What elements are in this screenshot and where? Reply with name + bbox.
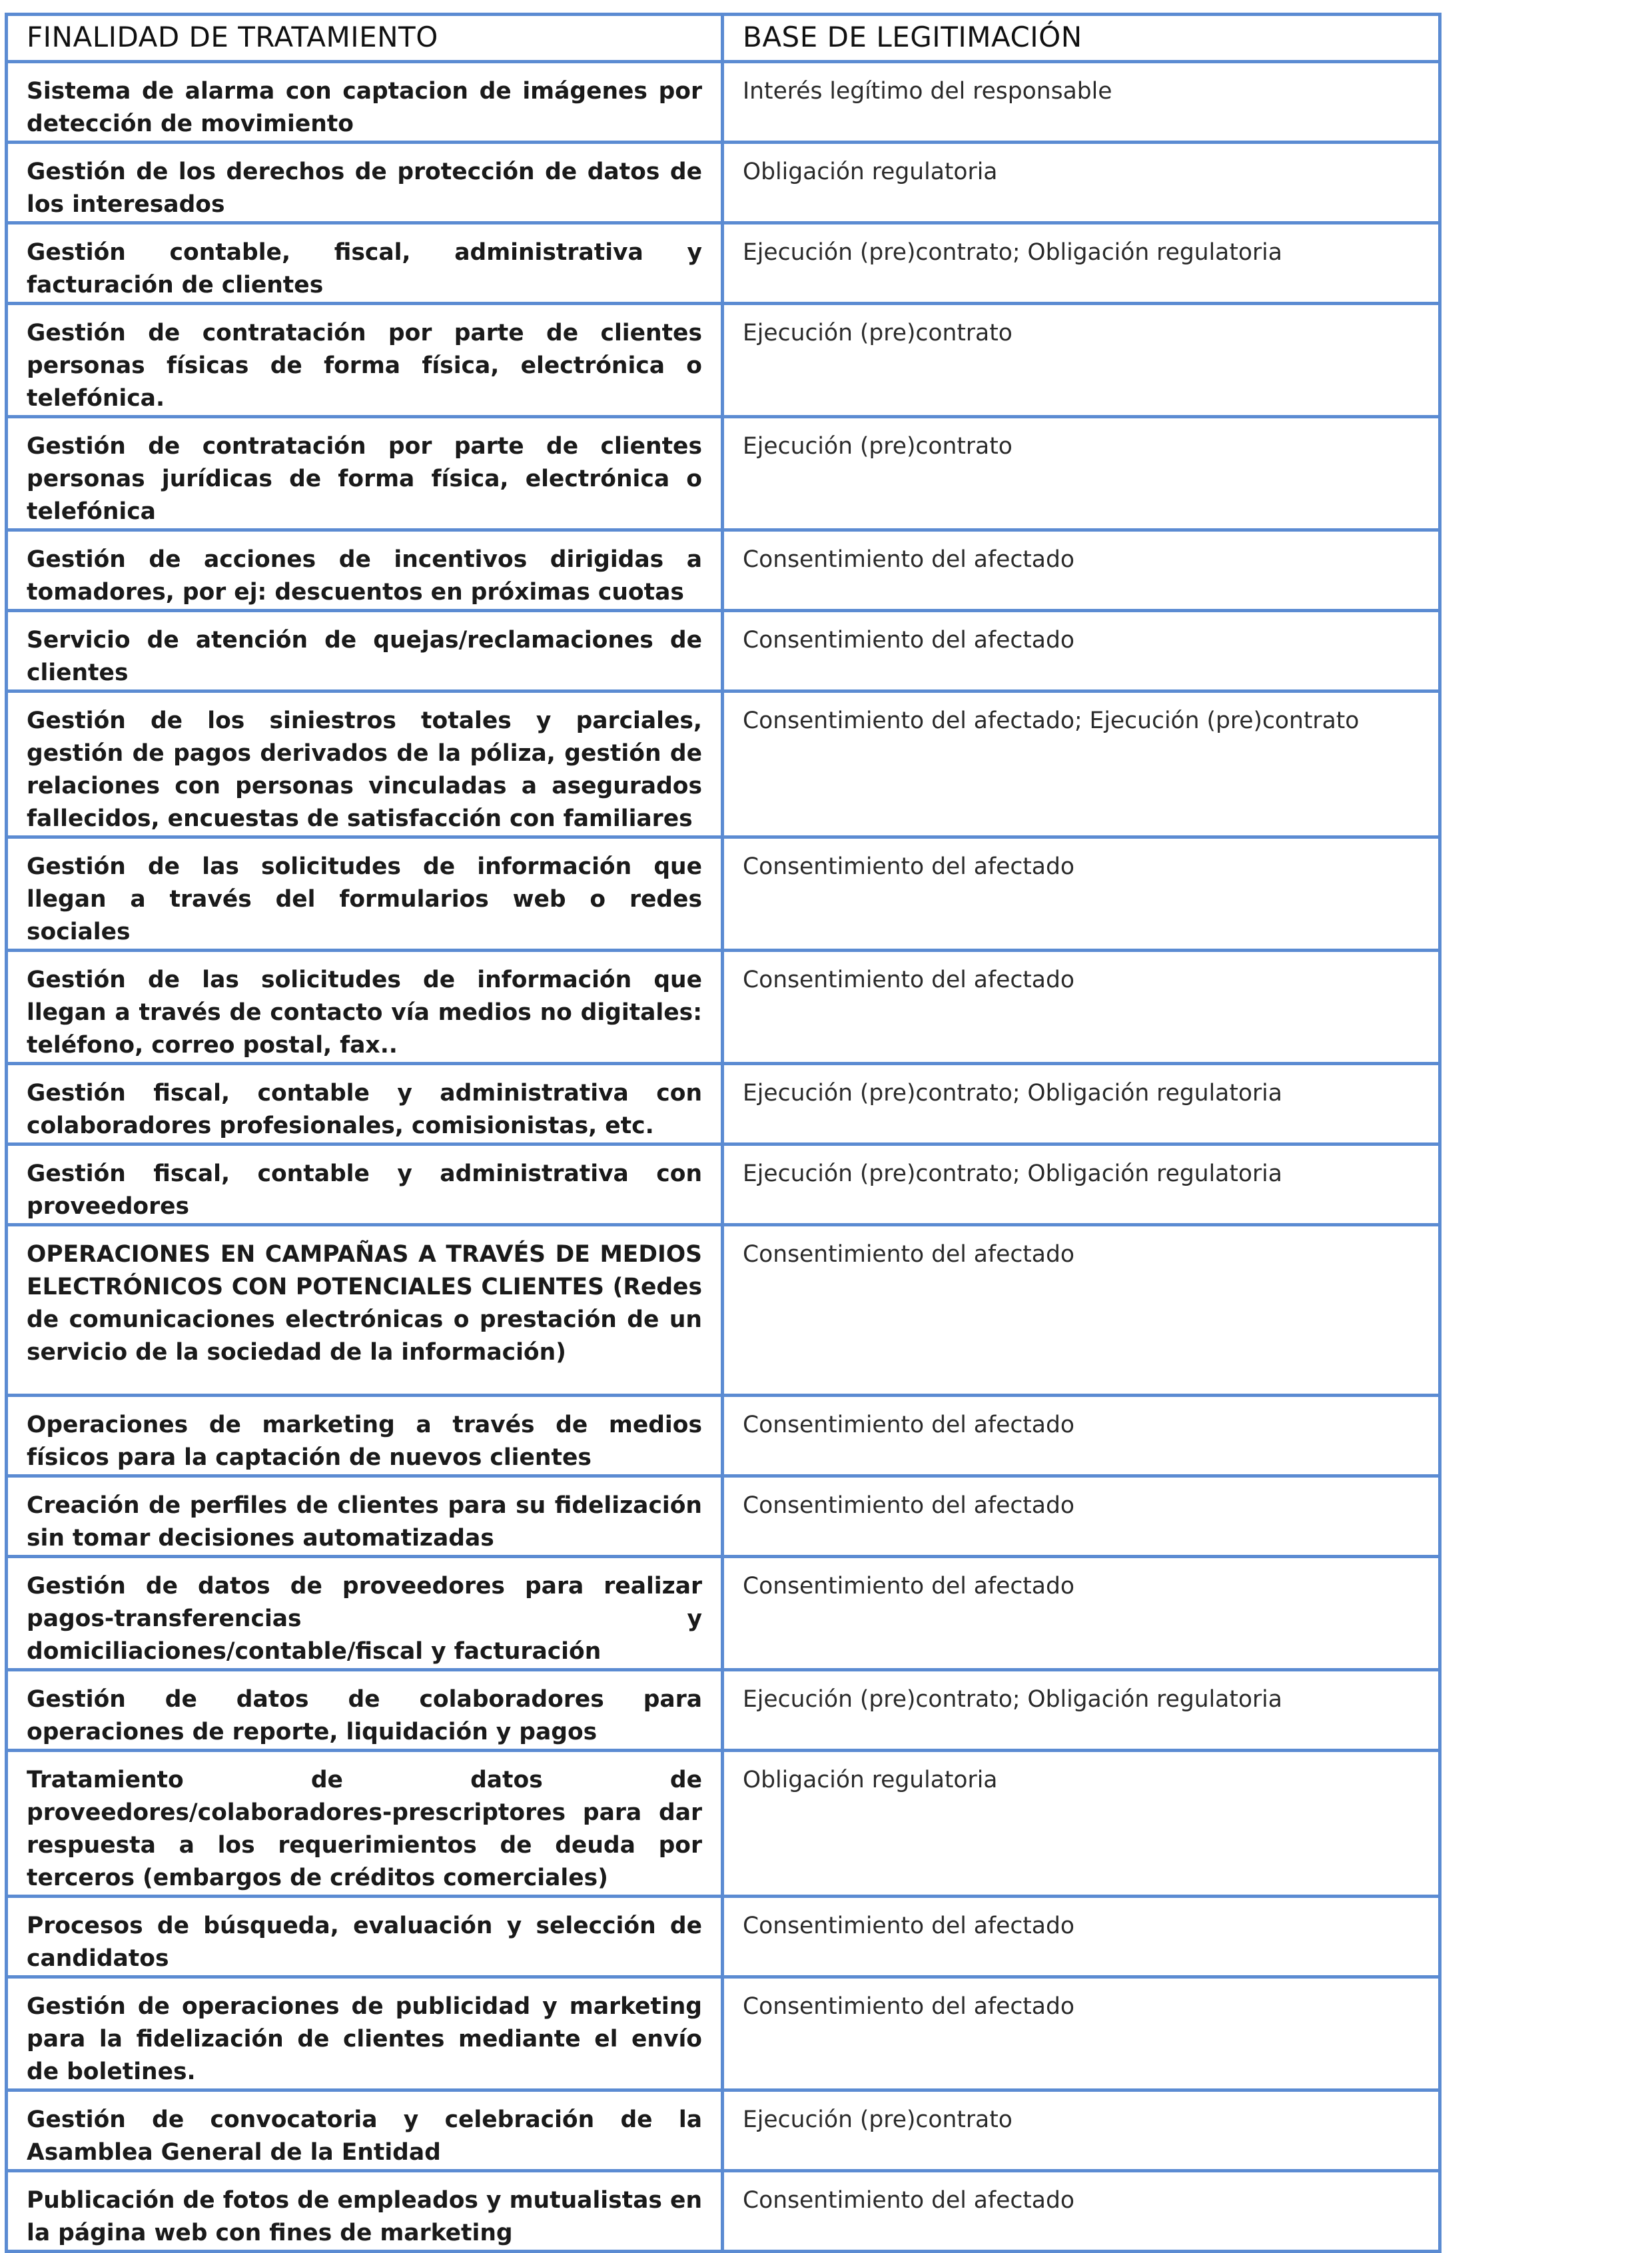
table-row xyxy=(7,304,1440,417)
purpose-cell: Gestión de los siniestros totales y parciales, gestión de pagos derivados de la póliza, gestión de relaciones con personas vinculadas a asegurados fallecidos, encuestas de satisfacción con familiares xyxy=(7,691,723,837)
legitimation-table xyxy=(5,13,1442,2253)
basis-cell: Consentimiento del afectado xyxy=(723,611,1440,691)
basis-cell: Ejecución (pre)contrato xyxy=(723,304,1440,417)
purpose-cell: Gestión de convocatoria y celebración de la Asamblea General de la Entidad xyxy=(7,2090,723,2171)
basis-cell: Consentimiento del afectado xyxy=(723,1396,1440,1476)
table-row xyxy=(7,951,1440,1064)
purpose-cell: Gestión fiscal, contable y administrativa con proveedores xyxy=(7,1144,723,1225)
purpose-cell: Tratamiento de datos de proveedores/colaboradores-prescriptores para dar respuesta a los requerimientos de deuda por terceros (embargos de créditos comerciales) xyxy=(7,1751,723,1897)
purpose-cell: Gestión de las solicitudes de información que llegan a través del formularios web o redes sociales xyxy=(7,837,723,951)
basis-cell: Ejecución (pre)contrato xyxy=(723,417,1440,530)
purpose-cell: Publicación de fotos de empleados y mutualistas en la página web con fines de marketing xyxy=(7,2171,723,2252)
basis-cell: Obligación regulatoria xyxy=(723,143,1440,223)
basis-cell: Consentimiento del afectado xyxy=(723,837,1440,951)
basis-cell: Consentimiento del afectado xyxy=(723,1897,1440,1977)
basis-cell: Ejecución (pre)contrato xyxy=(723,2090,1440,2171)
purpose-cell: Gestión de datos de proveedores para realizar pagos-transferencias y domiciliaciones/contable/fiscal y facturación xyxy=(7,1557,723,1670)
table-row xyxy=(7,530,1440,611)
table-row xyxy=(7,1670,1440,1751)
table-row xyxy=(7,1897,1440,1977)
purpose-cell: Gestión de datos de colaboradores para operaciones de reporte, liquidación y pagos xyxy=(7,1670,723,1751)
basis-cell: Ejecución (pre)contrato; Obligación regulatoria xyxy=(723,1064,1440,1144)
purpose-cell: Gestión de acciones de incentivos dirigidas a tomadores, por ej: descuentos en próximas cuotas xyxy=(7,530,723,611)
table-row xyxy=(7,2090,1440,2171)
table-row xyxy=(7,1751,1440,1897)
table-row xyxy=(7,1977,1440,2090)
purpose-cell: Gestión de contratación por parte de clientes personas físicas de forma física, electrónica o telefónica. xyxy=(7,304,723,417)
basis-cell: Ejecución (pre)contrato; Obligación regulatoria xyxy=(723,1670,1440,1751)
table-row xyxy=(7,1144,1440,1225)
purpose-cell: Gestión contable, fiscal, administrativa y facturación de clientes xyxy=(7,223,723,304)
table-row xyxy=(7,611,1440,691)
table-row xyxy=(7,1064,1440,1144)
header-purpose: FINALIDAD DE TRATAMIENTO xyxy=(7,15,723,62)
purpose-cell: Operaciones de marketing a través de medios físicos para la captación de nuevos clientes xyxy=(7,1396,723,1476)
table-row xyxy=(7,1557,1440,1670)
basis-cell: Interés legítimo del responsable xyxy=(723,62,1440,143)
purpose-cell: Sistema de alarma con captacion de imágenes por detección de movimiento xyxy=(7,62,723,143)
basis-cell: Consentimiento del afectado xyxy=(723,1225,1440,1396)
purpose-cell: Gestión fiscal, contable y administrativa con colaboradores profesionales, comisionistas, etc. xyxy=(7,1064,723,1144)
basis-cell: Consentimiento del afectado; Ejecución (pre)contrato xyxy=(723,691,1440,837)
basis-cell: Consentimiento del afectado xyxy=(723,530,1440,611)
basis-cell: Obligación regulatoria xyxy=(723,1751,1440,1897)
basis-cell: Ejecución (pre)contrato; Obligación regulatoria xyxy=(723,223,1440,304)
table-row xyxy=(7,2171,1440,2252)
table-row xyxy=(7,62,1440,143)
purpose-cell: Servicio de atención de quejas/reclamaciones de clientes xyxy=(7,611,723,691)
purpose-cell: OPERACIONES EN CAMPAÑAS A TRAVÉS DE MEDIOS ELECTRÓNICOS CON POTENCIALES CLIENTES (Redes de comunicaciones electrónicas o prestación de un servicio de la sociedad de la información) xyxy=(7,1225,723,1396)
purpose-cell: Gestión de las solicitudes de información que llegan a través de contacto vía medios no digitales: teléfono, correo postal, fax.. xyxy=(7,951,723,1064)
table-row xyxy=(7,223,1440,304)
table-row xyxy=(7,1225,1440,1396)
purpose-cell: Creación de perfiles de clientes para su fidelización sin tomar decisiones automatizadas xyxy=(7,1476,723,1557)
purpose-cell: Gestión de los derechos de protección de datos de los interesados xyxy=(7,143,723,223)
basis-cell: Consentimiento del afectado xyxy=(723,1557,1440,1670)
table-row xyxy=(7,837,1440,951)
table-row xyxy=(7,1396,1440,1476)
legitimation-table-container xyxy=(5,13,1438,2253)
basis-cell: Consentimiento del afectado xyxy=(723,1977,1440,2090)
basis-cell: Ejecución (pre)contrato; Obligación regulatoria xyxy=(723,1144,1440,1225)
header-basis: BASE DE LEGITIMACIÓN xyxy=(723,15,1440,62)
table-row xyxy=(7,691,1440,837)
table-row xyxy=(7,143,1440,223)
basis-cell: Consentimiento del afectado xyxy=(723,951,1440,1064)
basis-cell: Consentimiento del afectado xyxy=(723,1476,1440,1557)
table-body xyxy=(7,62,1440,2252)
purpose-cell: Gestión de contratación por parte de clientes personas jurídicas de forma física, electrónica o telefónica xyxy=(7,417,723,530)
table-row xyxy=(7,1476,1440,1557)
table-header-row xyxy=(7,15,1440,62)
basis-cell: Consentimiento del afectado xyxy=(723,2171,1440,2252)
table-row xyxy=(7,417,1440,530)
purpose-cell: Gestión de operaciones de publicidad y marketing para la fidelización de clientes mediante el envío de boletines. xyxy=(7,1977,723,2090)
purpose-cell: Procesos de búsqueda, evaluación y selección de candidatos xyxy=(7,1897,723,1977)
